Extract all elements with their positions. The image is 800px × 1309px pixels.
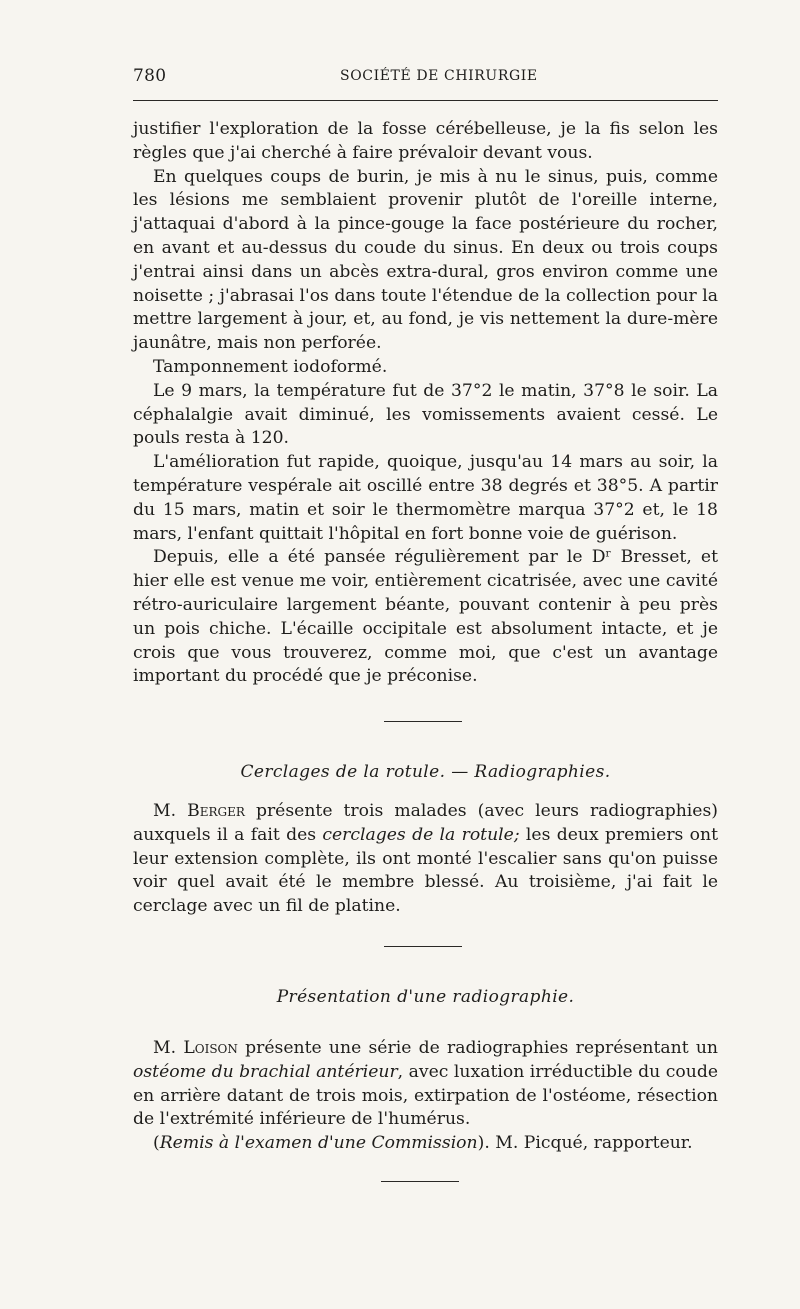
paragraph-improvement: L'amélioration fut rapide, quoique, jusqu'au 14 mars au soir, la température vespérale ait oscillé entre 38 degrés et 38°5. A partir du 15 mars, matin et soir le thermomètre marqua 37°2 et, le 18 mars, l'enfant quittait l'hôpital en fort bonne voie de guérison. [133, 452, 718, 544]
remit-italic: Remis à l'examen d'une Commission [159, 1133, 478, 1154]
separator-rule-1 [384, 721, 462, 722]
section-cerclages [133, 800, 718, 919]
loison-italic: ostéome du brachial antérieur [133, 1061, 398, 1082]
page-header [133, 66, 718, 92]
speaker-prefix: M. [153, 801, 188, 821]
paragraph-surgery: En quelques coups de burin, je mis à nu le sinus, puis, comme les lésions me semblaient provenir plutôt de l'oreille interne, j'attaquai d'abord à la pince-gouge la face postérieure du rocher, en avant et au-dessus du coude du sinus. En deux ou trois coups j'entrai ainsi dans un abcès extra-dural, gros environ comme une noisette ; j'abrasai l'os dans toute l'étendue de la collection pour la mettre largement à jour, et, au fond, je vis nettement la dure-mère jaunâtre, mais non perforée. [133, 166, 718, 354]
remit-open: ( [153, 1133, 160, 1154]
separator-rule-3 [381, 1181, 459, 1182]
paragraph-continuation: justifier l'exploration de la fosse cérébelleuse, je la fis selon les règles que j'ai cherché à faire prévaloir devant vous. [133, 119, 718, 163]
paragraph-temperature: Le 9 mars, la température fut de 37°2 le matin, 37°8 le soir. La céphalalgie avait diminué, les vomissements avaient cessé. Le pouls resta à 120. [133, 380, 718, 449]
berger-text-b: les deux premiers ont leur extension complète, ils ont monté l'escalier sans qu'on puisse voir quel avait été le membre blessé. Au troisième, j'ai fait le cerclage avec un fil de platine. [133, 824, 718, 917]
berger-text-a: présente trois malades (avec leurs radiographies) auxquels il a fait des [133, 801, 718, 845]
page-number: 780 [133, 66, 167, 86]
section-title-cerclages: Cerclages de la rotule. — Radiographies. [240, 762, 611, 782]
header-rule [133, 100, 718, 101]
paragraph-loison [133, 1037, 718, 1132]
paragraph-remit [133, 1132, 718, 1156]
paragraph-berger [133, 800, 718, 919]
case-report-text [133, 118, 718, 689]
remit-close: ). M. Picqué, rapporteur. [477, 1133, 693, 1154]
section-radiographie [133, 1037, 718, 1156]
berger-italic: cerclages de la rotule; [322, 824, 520, 845]
loison-text-a: présente une série de radiographies représentant un [237, 1038, 718, 1058]
paragraph-dressing: Tamponnement iodoformé. [153, 356, 388, 377]
paragraph-follow-up: Depuis, elle a été pansée régulièrement par le Dʳ Bresset, et hier elle est venue me voir, entièrement cicatrisée, avec une cavité rétro-auriculaire largement béante, pouvant contenir à peu près un pois chiche. L'écaille occipitale est absolument intacte, et je crois que vous trouverez, comme moi, que c'est un avantage important du procédé que je préconise. [133, 547, 718, 687]
speaker-name-loison: Loison [183, 1038, 238, 1058]
speaker-name-berger: Berger [187, 801, 245, 821]
speaker-prefix: M. [153, 1038, 184, 1058]
running-head: SOCIÉTÉ DE CHIRURGIE [340, 68, 538, 84]
section-title-radiographie: Présentation d'une radiographie. [276, 987, 575, 1007]
loison-text-b: , avec luxation irréductible du coude en arrière datant de trois mois, extirpation de l'ostéome, résection de l'extrémité inférieure de l'humérus. [133, 1061, 718, 1130]
separator-rule-2 [384, 946, 462, 947]
